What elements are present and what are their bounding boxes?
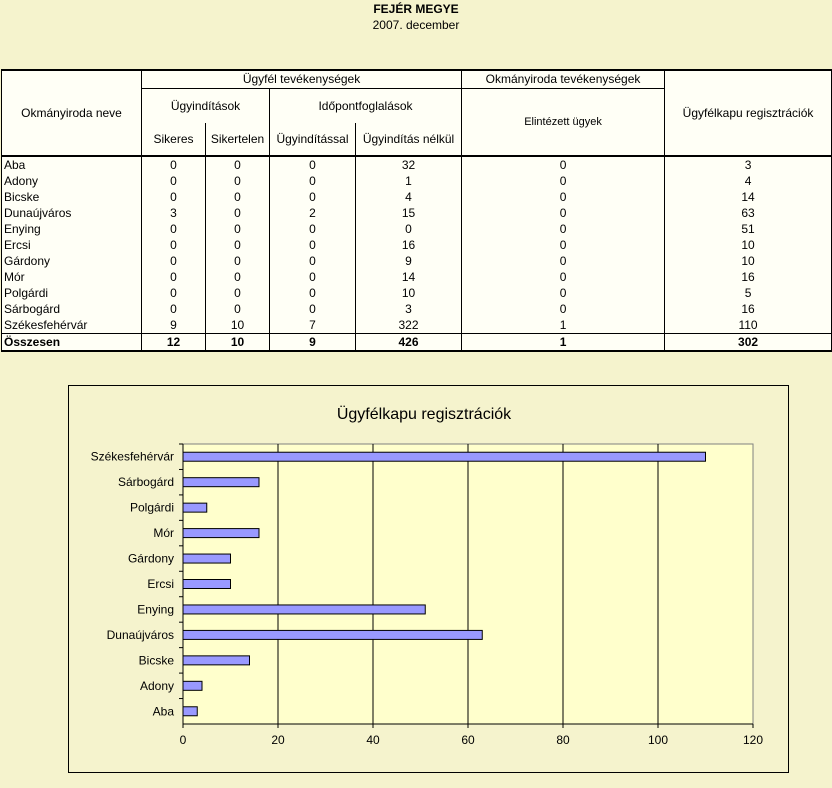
y-category-label: Gárdony (127, 551, 174, 566)
x-tick-label: 80 (556, 733, 570, 747)
total-successful: 12 (142, 334, 206, 352)
cell-office-name: Sárbogárd (2, 301, 142, 317)
cell-successful: 9 (142, 317, 206, 334)
cell-with-initiation: 0 (270, 237, 356, 253)
x-tick-label: 120 (742, 733, 764, 747)
cell-completed: 0 (462, 301, 665, 317)
total-completed: 1 (462, 334, 665, 352)
cell-unsuccessful: 10 (206, 317, 270, 334)
cell-gateway: 51 (665, 221, 832, 237)
cell-successful: 0 (142, 285, 206, 301)
cell-unsuccessful: 0 (206, 156, 270, 173)
table-row (2, 237, 832, 253)
header-initiations: Ügyindítások (142, 89, 270, 124)
cell-gateway: 16 (665, 301, 832, 317)
cell-gateway: 5 (665, 285, 832, 301)
x-tick-label: 100 (647, 733, 669, 747)
header-without-initiation: Ügyindítás nélkül (356, 123, 462, 156)
table-row (2, 285, 832, 301)
cell-completed: 0 (462, 205, 665, 221)
cell-unsuccessful: 0 (206, 173, 270, 189)
cell-gateway: 10 (665, 237, 832, 253)
cell-gateway: 110 (665, 317, 832, 334)
cell-with-initiation: 0 (270, 156, 356, 173)
cell-without-initiation: 14 (356, 269, 462, 285)
cell-successful: 0 (142, 221, 206, 237)
bar (183, 529, 259, 538)
cell-unsuccessful: 0 (206, 301, 270, 317)
cell-successful: 3 (142, 205, 206, 221)
cell-successful: 0 (142, 156, 206, 173)
cell-with-initiation: 0 (270, 189, 356, 205)
cell-with-initiation: 0 (270, 269, 356, 285)
cell-unsuccessful: 0 (206, 253, 270, 269)
cell-office-name: Székesfehérvár (2, 317, 142, 334)
total-gateway: 302 (665, 334, 832, 352)
cell-without-initiation: 0 (356, 221, 462, 237)
cell-without-initiation: 10 (356, 285, 462, 301)
y-category-label: Székesfehérvár (90, 449, 174, 464)
bar-chart (69, 386, 788, 772)
table-row (2, 301, 832, 317)
table-row (2, 317, 832, 334)
cell-without-initiation: 322 (356, 317, 462, 334)
y-category-label: Enying (137, 602, 174, 617)
y-category-label: Dunaújváros (106, 627, 174, 642)
table-row (2, 253, 832, 269)
cell-gateway: 63 (665, 205, 832, 221)
table-row (2, 269, 832, 285)
y-category-label: Mór (153, 526, 174, 541)
chart-container (68, 385, 789, 773)
y-category-label: Polgárdi (129, 500, 174, 515)
cell-completed: 0 (462, 221, 665, 237)
cell-successful: 0 (142, 269, 206, 285)
cell-with-initiation: 0 (270, 173, 356, 189)
cell-unsuccessful: 0 (206, 221, 270, 237)
cell-with-initiation: 0 (270, 221, 356, 237)
statistics-table (1, 69, 832, 352)
bar (183, 452, 706, 461)
table-row (2, 156, 832, 173)
header-client-activities: Ügyfél tevékenységek (142, 70, 462, 89)
x-tick-label: 20 (271, 733, 285, 747)
bar (183, 681, 202, 690)
bar (183, 605, 425, 614)
cell-with-initiation: 2 (270, 205, 356, 221)
cell-office-name: Adony (2, 173, 142, 189)
cell-without-initiation: 1 (356, 173, 462, 189)
chart-title: Ügyfélkapu regisztrációk (336, 406, 512, 423)
report-title: FEJÉR MEGYE (373, 2, 459, 16)
cell-office-name: Enying (2, 221, 142, 237)
header-successful: Sikeres (142, 123, 206, 156)
cell-with-initiation: 0 (270, 301, 356, 317)
y-category-label: Bicske (138, 653, 174, 668)
cell-completed: 0 (462, 237, 665, 253)
header-gateway-registrations: Ügyfélkapu regisztrációk (665, 70, 832, 156)
cell-office-name: Gárdony (2, 253, 142, 269)
cell-unsuccessful: 0 (206, 269, 270, 285)
bar (183, 503, 207, 512)
cell-unsuccessful: 0 (206, 189, 270, 205)
cell-successful: 0 (142, 253, 206, 269)
header-office-activities: Okmányiroda tevékenységek (462, 70, 665, 89)
cell-successful: 0 (142, 173, 206, 189)
y-category-label: Sárbogárd (117, 475, 174, 490)
cell-gateway: 3 (665, 156, 832, 173)
header-unsuccessful: Sikertelen (206, 123, 270, 156)
cell-gateway: 10 (665, 253, 832, 269)
cell-unsuccessful: 0 (206, 205, 270, 221)
bar (183, 478, 259, 487)
table-row (2, 189, 832, 205)
total-office-name: Összesen (2, 334, 142, 352)
cell-unsuccessful: 0 (206, 237, 270, 253)
header-office-name: Okmányiroda neve (2, 70, 142, 156)
cell-office-name: Mór (2, 269, 142, 285)
cell-with-initiation: 0 (270, 253, 356, 269)
cell-without-initiation: 9 (356, 253, 462, 269)
cell-office-name: Ercsi (2, 237, 142, 253)
cell-completed: 0 (462, 285, 665, 301)
header-completed-cases: Elintézett ügyek (462, 89, 665, 157)
cell-without-initiation: 4 (356, 189, 462, 205)
cell-gateway: 16 (665, 269, 832, 285)
cell-completed: 0 (462, 173, 665, 189)
total-row (2, 334, 832, 352)
bar (183, 580, 231, 589)
table-row (2, 205, 832, 221)
x-tick-label: 60 (461, 733, 475, 747)
cell-without-initiation: 32 (356, 156, 462, 173)
header-bookings: Időpontfoglalások (270, 89, 462, 124)
total-unsuccessful: 10 (206, 334, 270, 352)
y-category-label: Ercsi (147, 577, 174, 591)
cell-gateway: 4 (665, 173, 832, 189)
header-with-initiation: Ügyindítással (270, 123, 356, 156)
total-without-initiation: 426 (356, 334, 462, 352)
x-tick-label: 40 (366, 733, 380, 747)
cell-office-name: Bicske (2, 189, 142, 205)
bar (183, 630, 482, 639)
cell-successful: 0 (142, 189, 206, 205)
cell-completed: 0 (462, 156, 665, 173)
cell-without-initiation: 15 (356, 205, 462, 221)
cell-completed: 0 (462, 253, 665, 269)
bar (183, 554, 231, 563)
table-row (2, 221, 832, 237)
cell-gateway: 14 (665, 189, 832, 205)
cell-completed: 1 (462, 317, 665, 334)
total-with-initiation: 9 (270, 334, 356, 352)
cell-completed: 0 (462, 189, 665, 205)
cell-with-initiation: 7 (270, 317, 356, 334)
bar (183, 656, 250, 665)
table-row (2, 173, 832, 189)
x-tick-label: 0 (179, 733, 187, 747)
cell-office-name: Polgárdi (2, 285, 142, 301)
cell-without-initiation: 3 (356, 301, 462, 317)
cell-without-initiation: 16 (356, 237, 462, 253)
cell-unsuccessful: 0 (206, 285, 270, 301)
y-category-label: Adony (139, 678, 174, 693)
y-category-label: Aba (152, 704, 174, 719)
cell-with-initiation: 0 (270, 285, 356, 301)
cell-office-name: Dunaújváros (2, 205, 142, 221)
cell-completed: 0 (462, 269, 665, 285)
cell-office-name: Aba (2, 156, 142, 173)
cell-successful: 0 (142, 237, 206, 253)
cell-successful: 0 (142, 301, 206, 317)
bar (183, 707, 197, 716)
report-date: 2007. december (372, 18, 460, 32)
